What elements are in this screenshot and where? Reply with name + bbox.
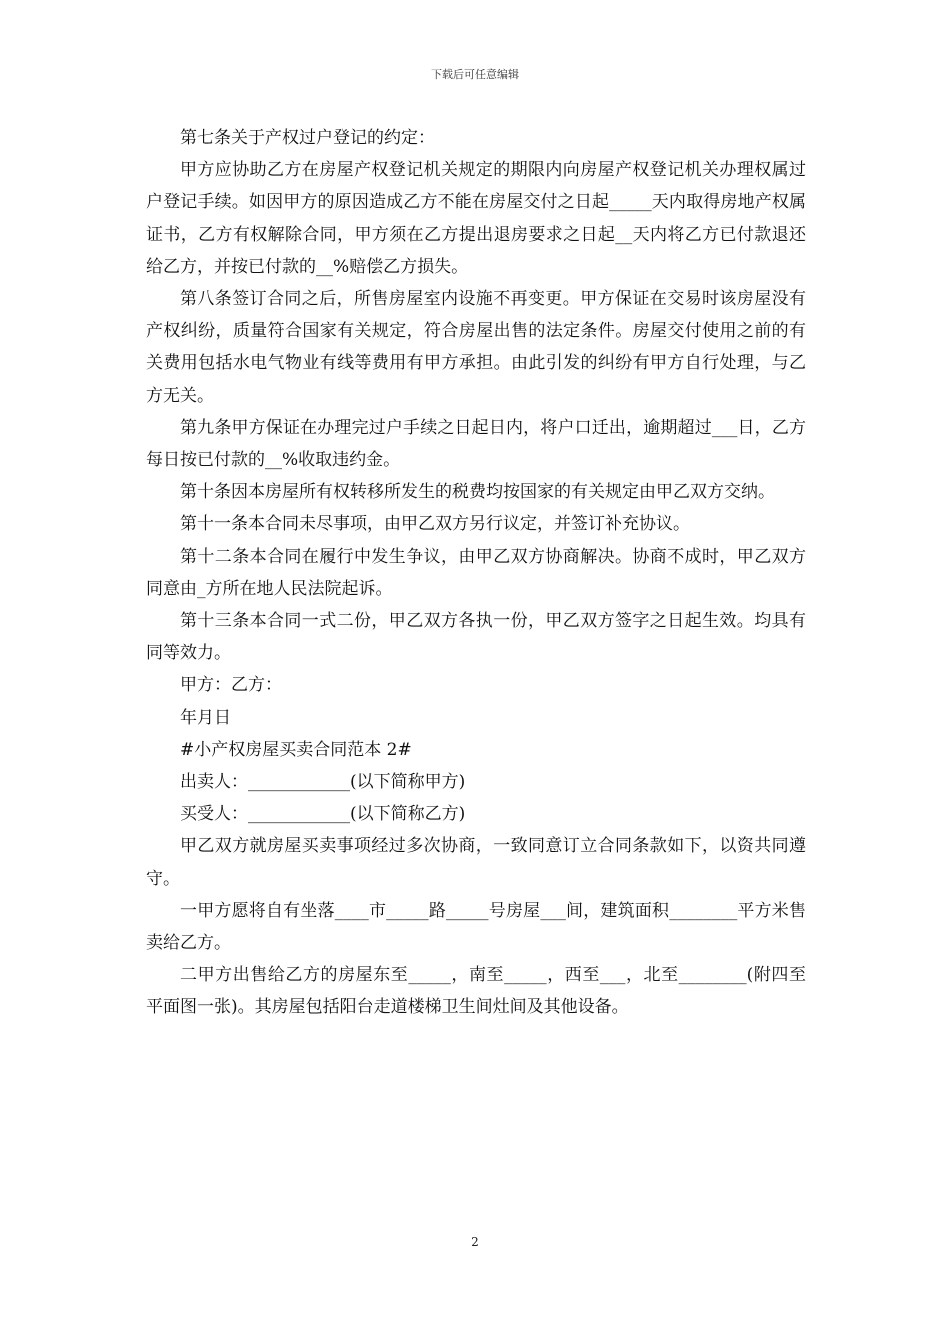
- signature-parties: 甲方：乙方：: [180, 675, 282, 696]
- signature-date: 年月日: [180, 707, 231, 728]
- clause-8: 第八条签订合同之后，所售房屋室内设施不再变更。甲方保证在交易时该房屋没有产权纠纷，质量符合国家有关规定，符合房屋出售的法定条件。房屋交付使用之前的有关费用包括水电气物业有线等费用有甲方承担。由此引发的纠纷有甲方自行处理，与乙方无关。: [146, 289, 806, 406]
- clause-12: 第十二条本合同在履行中发生争议，由甲乙双方协商解决。协商不成时，甲乙双方同意由_方所在地人民法院起诉。: [146, 546, 806, 599]
- clause-11: 第十一条本合同未尽事项，由甲乙双方另行议定，并签订补充协议。: [180, 514, 690, 535]
- section-heading: #小产权房屋买卖合同范本 2#: [180, 739, 412, 760]
- page-number: 2: [471, 1235, 479, 1249]
- clause-9: 第九条甲方保证在办理完过户手续之日起日内，将户口迁出，逾期超过___日，乙方每日按已付款的__%收取违约金。: [146, 417, 806, 471]
- agreement-intro: 甲乙双方就房屋买卖事项经过多次协商，一致同意订立合同条款如下，以资共同遵守。: [146, 836, 806, 889]
- clause-10: 第十条因本房屋所有权转移所发生的税费均按国家的有关规定由甲乙双方交纳。: [180, 482, 775, 503]
- buyer-line: 买受人：____________(以下简称乙方): [180, 804, 466, 825]
- page-header: 下载后可任意编辑: [431, 68, 519, 81]
- clause-13: 第十三条本合同一式二份，甲乙双方各执一份，甲乙双方签字之日起生效。均具有同等效力。: [146, 611, 806, 664]
- document-body: [146, 122, 806, 1024]
- clause-two: 二甲方出售给乙方的房屋东至_____，南至_____，西至___，北至________(附四至平面图一张)。其房屋包括阳台走道楼梯卫生间灶间及其他设备。: [146, 965, 806, 1018]
- clause-one: 一甲方愿将自有坐落____市_____路_____号房屋___间，建筑面积________平方米售卖给乙方。: [146, 900, 806, 954]
- seller-line: 出卖人：____________(以下简称甲方): [180, 772, 466, 793]
- clause-7-title: 第七条关于产权过户登记的约定：: [180, 128, 435, 148]
- clause-7-text: 甲方应协助乙方在房屋产权登记机关规定的期限内向房屋产权登记机关办理权属过户登记手续。如因甲方的原因造成乙方不能在房屋交付之日起_____天内取得房地产权属证书，乙方有权解除合同，甲方须在乙方提出退房要求之日起__天内将乙方已付款退还给乙方，并按已付款的__%赔偿乙方损失。: [146, 160, 806, 277]
